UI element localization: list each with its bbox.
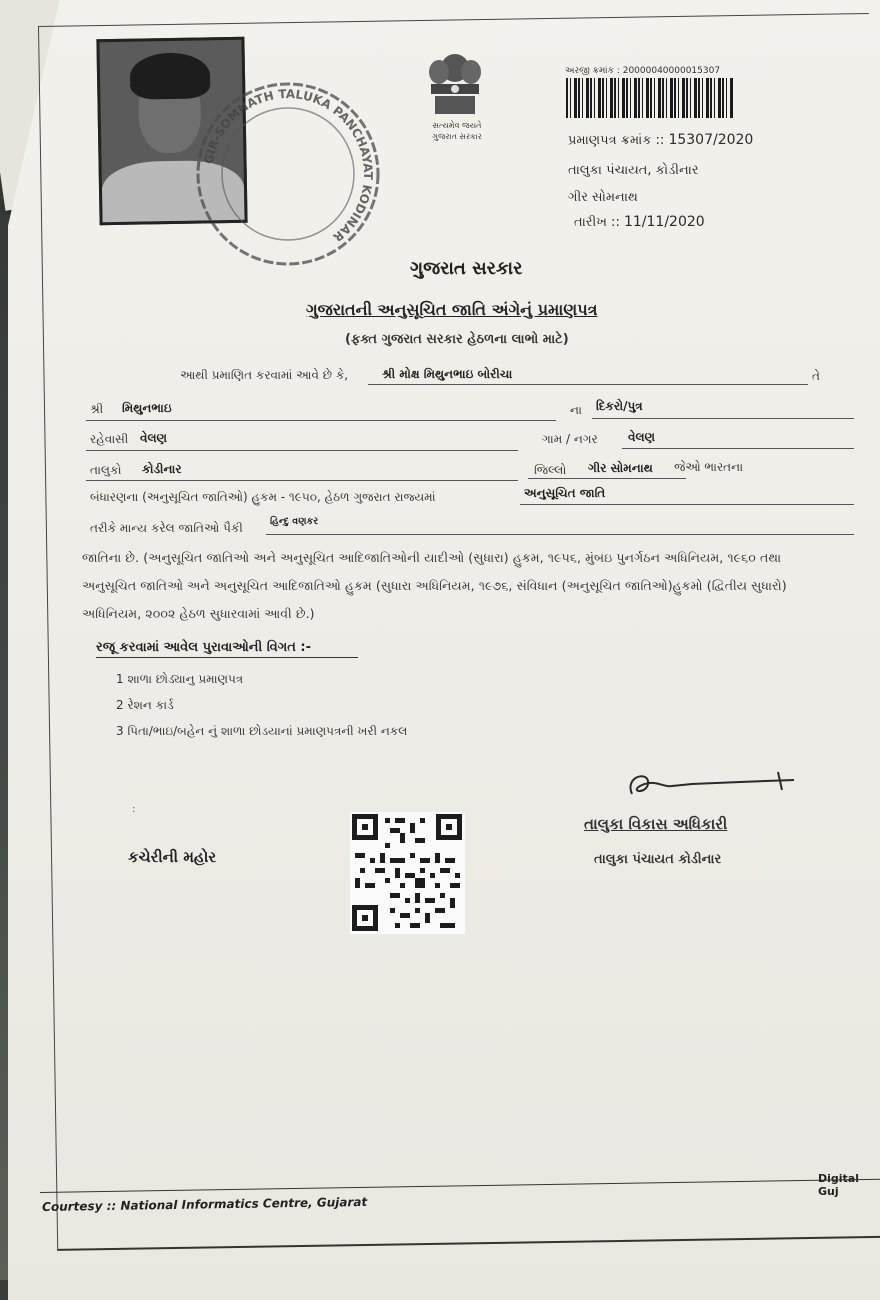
qr-finder-pattern xyxy=(436,814,462,840)
father-name: મિથુનભાઇ xyxy=(122,401,172,415)
application-number: અરજી ક્રમાંક : 20000040000015307 xyxy=(565,66,721,76)
courtesy-text: Courtesy :: National Informatics Centre, Gujarat xyxy=(42,1194,368,1214)
proof-item: 2 રેશન કાર્ડ xyxy=(116,698,174,712)
caste-rule xyxy=(266,534,854,535)
village-rule xyxy=(622,448,854,449)
emblem-motto: સત્યમેવ જયતે xyxy=(432,121,482,130)
indian-text: જેઓ ભારતના xyxy=(674,460,744,474)
issuing-office: તાલુકા પંચાયત, કોડીનાર xyxy=(568,163,699,178)
te-text: તે xyxy=(812,369,820,383)
emblem-government: ગુજરાત સરકાર xyxy=(432,132,482,141)
officer-signature xyxy=(620,766,800,806)
taluka-label: તાલુકો xyxy=(90,463,122,477)
certificate-number: પ્રમાણપત્ર ક્રમાંક :: 15307/2020 xyxy=(568,132,754,148)
district-rule xyxy=(528,478,686,479)
issuing-district: ગીર સોમનાથ xyxy=(568,190,638,205)
taluka-rule xyxy=(86,480,518,481)
proofs-heading: રજૂ કરવામાં આવેલ પુરાવાઓની વિગત :- xyxy=(96,640,358,658)
officer-title: તાલુકા વિકાસ અધિકારી xyxy=(584,815,728,833)
legal-text-line-1: જાતિના છે. (અનુસૂચિત જાતિઓ અને અનુસૂચિત આદિજાતિઓની યાદીઓ (સુધારા) હુકમ, ૧૯૫૬, મુંબઇ પુનર્ગઠન અધિનિયમ, ૧૯૬૦ તથા xyxy=(82,550,782,565)
certificate-title: ગુજરાતની અનુસૂચિત જાતિ અંગેનું પ્રમાણપત્ર xyxy=(306,300,598,319)
digital-gujarat-label: Digital Guj xyxy=(818,1172,859,1198)
holder-name-rule xyxy=(368,384,808,385)
shri-label: શ્રી xyxy=(90,402,104,416)
certificate-note: (ફક્ત ગુજરાત સરકાર હેઠળના લાભો માટે) xyxy=(345,332,569,347)
taluka-panchayat-seal xyxy=(192,78,384,270)
village: વેલણ xyxy=(628,430,656,444)
resident-label: રહેવાસી xyxy=(90,432,129,446)
relation-rule xyxy=(592,418,854,419)
recognized-text: તરીકે માન્ય કરેલ જાતિઓ પૈકી xyxy=(90,521,243,535)
proof-item: 1 શાળા છોડ્યાનુ પ્રમાણપત્ર xyxy=(116,672,244,686)
proof-item: 3 પિતા/ભાઇ/બહેન નું શાળા છોડયાનાં પ્રમાણપત્રની ખરી નકલ xyxy=(116,724,408,738)
qr-finder-pattern xyxy=(352,814,378,840)
category-rule xyxy=(520,504,854,505)
emblem-caption xyxy=(412,120,502,142)
relation: દિકરો/પુત્ર xyxy=(596,399,643,413)
barcode xyxy=(566,78,734,118)
constitution-text: બંધારણના (અનુસૂચિત જાતિઓ) હુકમ - ૧૯૫૦, હેઠળ ગુજરાત રાજ્યમાં xyxy=(90,490,436,504)
taluka: કોડીનાર xyxy=(142,462,182,476)
officer-office: તાલુકા પંચાયત કોડીનાર xyxy=(594,852,722,867)
intro-text: આથી પ્રમાણિત કરવામાં આવે છે કે, xyxy=(180,368,349,382)
village-label: ગામ / નગર xyxy=(542,432,598,446)
svg-text:GIR-SOMNATH TALUKA PANCHAYAT K: GIR-SOMNATH TALUKA PANCHAYAT KODINAR xyxy=(201,86,376,245)
legal-text-line-2: અનુસૂચિત જાતિઓ અને અનુસૂચિત આદિજાતિઓ હુકમ (સુધારા અધિનિયમ, ૧૯૭૬, સંવિધાન (અનુસૂચિત જાતિઓ)હુકમો (દ્વિતીય સુધારો) xyxy=(82,578,787,593)
caste: હિન્દુ વણકર xyxy=(270,516,319,527)
district: ગીર સોમનાથ xyxy=(588,461,653,475)
stray-mark: : xyxy=(132,804,136,815)
father-name-rule xyxy=(86,420,556,421)
holder-name: શ્રી મોક્ષ મિથુનભાઇ બોરીચા xyxy=(382,367,513,381)
district-label: જિલ્લો xyxy=(534,463,567,477)
government-title: ગુજરાત સરકાર xyxy=(410,258,523,279)
na-text: ના xyxy=(570,403,582,417)
legal-text-line-3: અધિનિયમ, ૨૦૦૨ હેઠળ સુધારવામાં આવી છે.) xyxy=(82,606,315,621)
issue-date: તારીખ :: 11/11/2020 xyxy=(574,214,705,230)
qr-finder-pattern xyxy=(352,905,378,931)
verification-qr-code xyxy=(350,812,465,934)
office-seal-label: કચેરીની મહોર xyxy=(128,848,217,866)
residence-rule xyxy=(86,450,518,451)
category: અનુસૂચિત જાતિ xyxy=(524,486,606,500)
state-emblem-icon xyxy=(415,50,495,120)
residence: વેલણ xyxy=(140,431,168,445)
